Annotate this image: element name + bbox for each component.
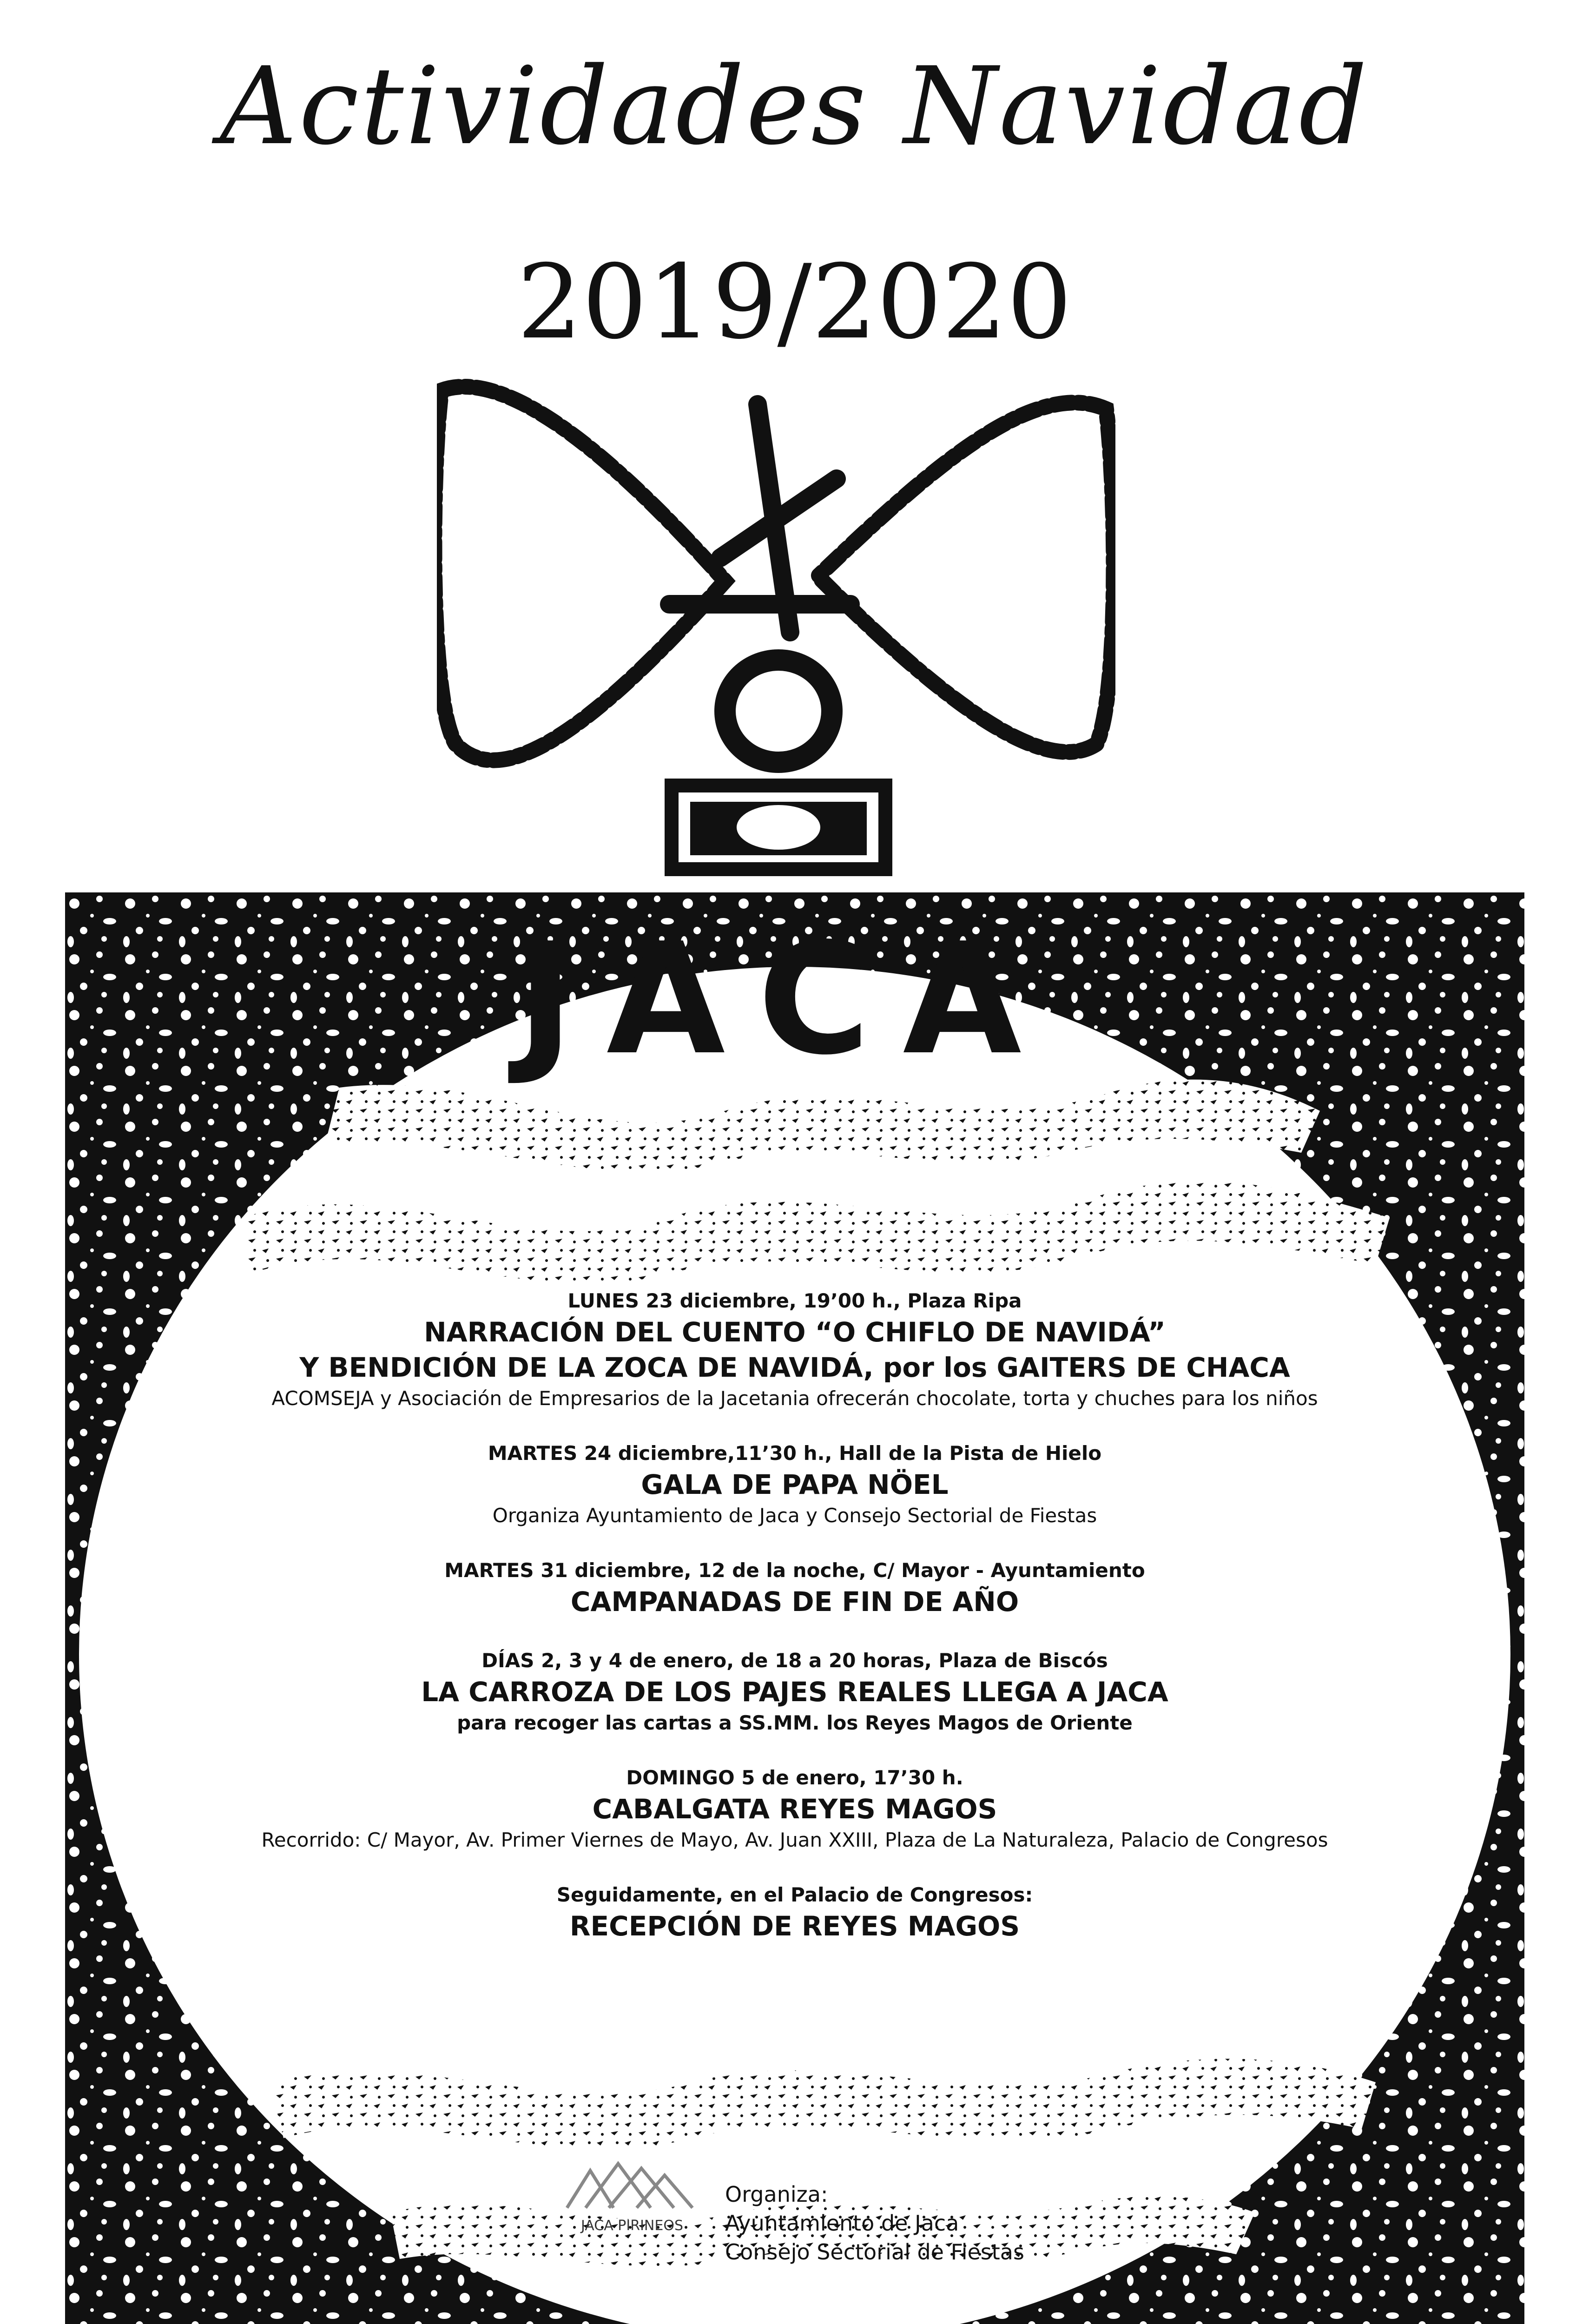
event-date: Seguidamente, en el Palacio de Congresos: bbox=[556, 1883, 1033, 1906]
event-title: RECEPCIÓN DE REYES MAGOS bbox=[569, 1910, 1020, 1942]
event-note: Organiza Ayuntamiento de Jaca y Consejo Sectorial de Fiestas bbox=[492, 1504, 1097, 1527]
event-note: ACOMSEJA y Asociación de Empresarios de la Jacetania ofrecerán chocolate, torta y chuches para los niños bbox=[271, 1387, 1318, 1410]
jaca-wordmark: JACA bbox=[517, 910, 1054, 1089]
event-item bbox=[200, 1440, 1390, 1529]
event-title-line-2: Y BENDICIÓN DE LA ZOCA DE NAVIDÁ, por los GAITERS DE CHACA bbox=[299, 1352, 1290, 1383]
event-item bbox=[200, 1882, 1390, 1944]
event-item bbox=[200, 1287, 1390, 1412]
organizer-label: Organiza: bbox=[725, 2182, 828, 2207]
event-title: LA CARROZA DE LOS PAJES REALES LLEGA A JACA bbox=[421, 1676, 1168, 1708]
organizer-block bbox=[725, 2180, 1024, 2266]
event-title: GALA DE PAPA NÖEL bbox=[641, 1469, 949, 1500]
event-note: para recoger las cartas a SS.MM. los Reyes Magos de Oriente bbox=[457, 1711, 1133, 1734]
organizer-line-2: Consejo Sectorial de Fiestas bbox=[725, 2239, 1024, 2265]
event-list bbox=[200, 1287, 1390, 1944]
organizer-line-1: Ayuntamiento de Jaca bbox=[725, 2211, 959, 2236]
event-date: DOMINGO 5 de enero, 17’30 h. bbox=[626, 1766, 963, 1789]
poster-title: Actividades Navidad bbox=[220, 45, 1369, 169]
event-date: MARTES 24 diciembre,11’30 h., Hall de la Pista de Hielo bbox=[488, 1442, 1102, 1465]
event-date: DÍAS 2, 3 y 4 de enero, de 18 a 20 horas, Plaza de Biscós bbox=[481, 1649, 1108, 1672]
event-item bbox=[200, 1647, 1390, 1736]
event-date: MARTES 31 diciembre, 12 de la noche, C/ Mayor - Ayuntamiento bbox=[444, 1559, 1145, 1582]
event-title: NARRACIÓN DEL CUENTO “O CHIFLO DE NAVIDÁ” bbox=[424, 1316, 1166, 1348]
event-title: CAMPANADAS DE FIN DE AÑO bbox=[570, 1586, 1019, 1618]
bow-ornament-icon bbox=[437, 363, 1115, 878]
jaca-pirineos-logo-icon bbox=[558, 2157, 706, 2236]
event-item bbox=[200, 1764, 1390, 1854]
event-date: LUNES 23 diciembre, 19’00 h., Plaza Ripa bbox=[567, 1289, 1022, 1312]
event-title: CABALGATA REYES MAGOS bbox=[592, 1793, 997, 1825]
poster-year: 2019/2020 bbox=[517, 243, 1072, 362]
logo-text: JACA PIRINEOS bbox=[580, 2218, 684, 2234]
event-note: Recorrido: C/ Mayor, Av. Primer Viernes de Mayo, Av. Juan XXIII, Plaza de La Naturaleza, Palacio de Congresos bbox=[261, 1829, 1328, 1851]
event-item bbox=[200, 1557, 1390, 1619]
